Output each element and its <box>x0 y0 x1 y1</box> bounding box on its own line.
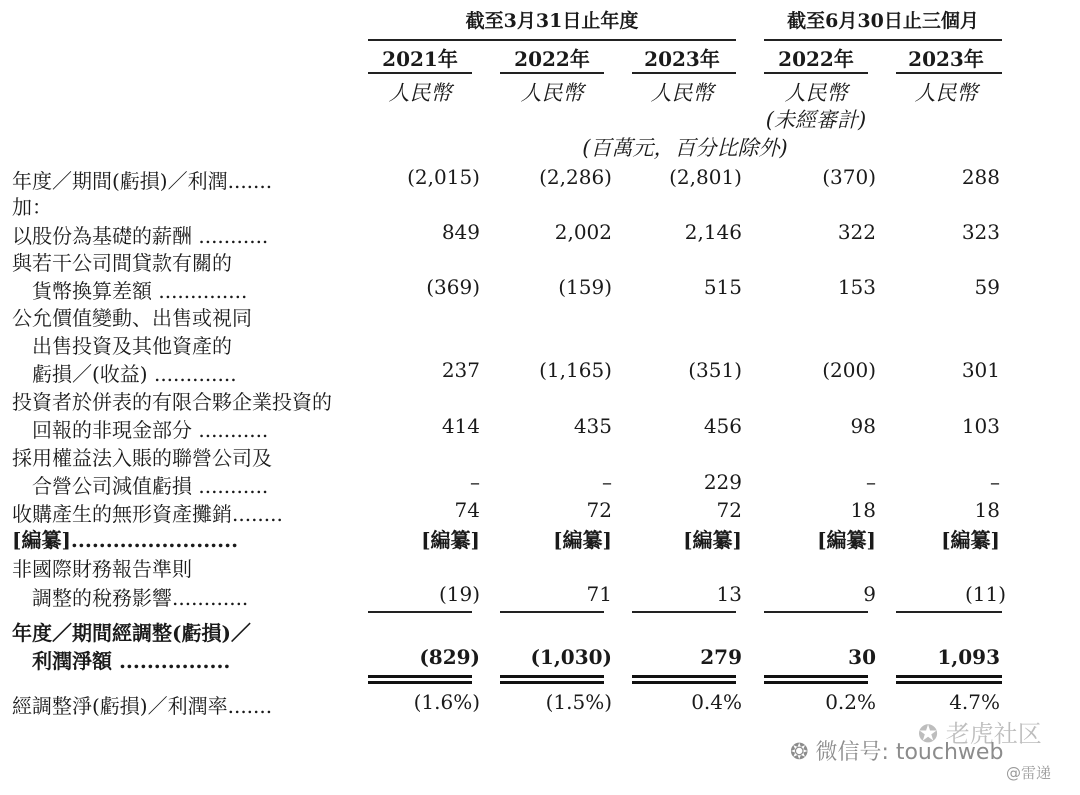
currency-label-5: 人民幣 <box>914 81 978 105</box>
cell-value: 72 <box>716 498 742 522</box>
cell-value: (2,801) <box>669 165 742 189</box>
units-note: (百萬元，百分比除外) <box>582 136 788 160</box>
cell-value: [編纂] <box>941 528 1000 552</box>
cell-value: (2,015) <box>407 165 480 189</box>
cell-value: [編纂] <box>817 528 876 552</box>
cell-value: 74 <box>454 498 480 522</box>
quarter-group-header: 截至6月30日止三個月 <box>787 10 979 32</box>
cell-value: 103 <box>961 414 1000 438</box>
cell-value: [編纂] <box>553 528 612 552</box>
cell-value: 456 <box>703 414 742 438</box>
subtotal-rule <box>632 611 736 613</box>
cell-value: 229 <box>703 470 742 494</box>
wechat-icon: ❂ <box>790 740 809 765</box>
year-header-5: 2023年 <box>908 47 984 71</box>
cell-value: 0.4% <box>691 690 742 714</box>
row-label: 貨幣換算差額 .............. <box>12 279 248 303</box>
cell-value: 30 <box>848 645 876 669</box>
year-header-1: 2021年 <box>382 47 458 71</box>
total-double-rule <box>764 675 868 678</box>
watermark-handle: @雷递 <box>1006 764 1052 782</box>
cell-value: (11) <box>964 582 1006 606</box>
total-double-rule <box>632 675 736 678</box>
cell-value: (369) <box>426 275 480 299</box>
cell-value: (370) <box>822 165 876 189</box>
cell-value: (1.5%) <box>545 690 612 714</box>
total-double-rule <box>368 681 472 684</box>
cell-value: 237 <box>441 358 480 382</box>
cell-value: 322 <box>837 220 876 244</box>
cell-value: 849 <box>441 220 480 244</box>
row-label: 以股份為基礎的薪酬 ........... <box>12 224 269 248</box>
cell-value: (1.6%) <box>413 690 480 714</box>
paw-icon: ✪ <box>918 720 939 748</box>
cell-value: 288 <box>961 165 1000 189</box>
subtotal-rule <box>368 611 472 613</box>
row-label: [編纂]........................ <box>12 528 239 552</box>
total-double-rule <box>500 675 604 678</box>
cell-value: (159) <box>558 275 612 299</box>
cell-value: 59 <box>974 275 1000 299</box>
year-header-4: 2022年 <box>778 47 854 71</box>
currency-label-1: 人民幣 <box>388 81 452 105</box>
subtotal-rule <box>764 611 868 613</box>
cell-value: (200) <box>822 358 876 382</box>
total-double-rule <box>632 681 736 684</box>
annual-group-header: 截至3月31日止年度 <box>465 10 639 32</box>
cell-value: (829) <box>419 645 480 669</box>
quarter-group-rule <box>764 39 1002 41</box>
row-label: 採用權益法入賬的聯營公司及 <box>12 446 272 470</box>
cell-value: [編纂] <box>421 528 480 552</box>
cell-value: 414 <box>441 414 480 438</box>
cell-value: 515 <box>703 275 742 299</box>
row-label: 利潤淨額 ................ <box>12 649 231 673</box>
cell-value: 301 <box>961 358 1000 382</box>
cell-value: 4.7% <box>949 690 1000 714</box>
row-label: 收購產生的無形資產攤銷........ <box>12 502 283 526</box>
watermark-wechat: ❂ 微信号: touchweb <box>790 740 1004 765</box>
cell-value: 18 <box>974 498 1000 522</box>
total-double-rule <box>896 681 1002 684</box>
cell-value: 72 <box>586 498 612 522</box>
cell-value: 98 <box>850 414 876 438</box>
row-label: 加： <box>12 195 52 219</box>
row-label: 合營公司減值虧損 ........... <box>12 474 269 498</box>
row-label: 回報的非現金部分 ........... <box>12 418 269 442</box>
cell-value: 323 <box>961 220 1000 244</box>
row-label: 虧損／(收益) ............. <box>12 362 237 386</box>
row-label: 年度／期間經調整(虧損)／ <box>12 621 251 645</box>
cell-value: (1,030) <box>530 645 612 669</box>
cell-value: – <box>990 470 1000 494</box>
watermark-site: ✪ 老虎社区 <box>918 720 1042 748</box>
unaudited-label: (未經審計) <box>765 108 867 132</box>
cell-value: 1,093 <box>937 645 1000 669</box>
row-label: 調整的稅務影響............ <box>12 586 249 610</box>
cell-value: 0.2% <box>825 690 876 714</box>
row-label: 非國際財務報告準則 <box>12 557 192 581</box>
cell-value: (1,165) <box>539 358 612 382</box>
row-label: 出售投資及其他資產的 <box>12 334 232 358</box>
total-double-rule <box>764 681 868 684</box>
subtotal-rule <box>896 611 1002 613</box>
cell-value: – <box>866 470 876 494</box>
year-rule-3 <box>632 72 736 74</box>
total-double-rule <box>500 681 604 684</box>
year-rule-5 <box>896 72 1002 74</box>
currency-label-2: 人民幣 <box>520 81 584 105</box>
year-header-2: 2022年 <box>514 47 590 71</box>
cell-value: 2,146 <box>684 220 742 244</box>
cell-value: 2,002 <box>554 220 612 244</box>
cell-value: 153 <box>837 275 876 299</box>
cell-value: (19) <box>438 582 480 606</box>
row-label: 年度／期間(虧損)／利潤....... <box>12 169 273 193</box>
cell-value: 279 <box>700 645 742 669</box>
row-label: 投資者於併表的有限合夥企業投資的 <box>12 390 332 414</box>
total-double-rule <box>368 675 472 678</box>
cell-value: 13 <box>716 582 742 606</box>
cell-value: (351) <box>688 358 742 382</box>
year-header-3: 2023年 <box>644 47 720 71</box>
annual-group-rule <box>368 39 736 41</box>
row-label: 經調整淨(虧損)／利潤率....... <box>12 694 273 718</box>
cell-value: 71 <box>586 582 612 606</box>
cell-value: 435 <box>573 414 612 438</box>
cell-value: 9 <box>863 582 876 606</box>
row-label: 與若干公司間貸款有關的 <box>12 251 232 275</box>
year-rule-4 <box>764 72 868 74</box>
year-rule-2 <box>500 72 604 74</box>
year-rule-1 <box>368 72 472 74</box>
cell-value: (2,286) <box>539 165 612 189</box>
cell-value: – <box>602 470 612 494</box>
cell-value: 18 <box>850 498 876 522</box>
row-label: 公允價值變動、出售或視同 <box>12 306 252 330</box>
currency-label-4: 人民幣 <box>784 81 848 105</box>
total-double-rule <box>896 675 1002 678</box>
cell-value: [編纂] <box>683 528 742 552</box>
currency-label-3: 人民幣 <box>650 81 714 105</box>
cell-value: – <box>470 470 480 494</box>
subtotal-rule <box>500 611 604 613</box>
